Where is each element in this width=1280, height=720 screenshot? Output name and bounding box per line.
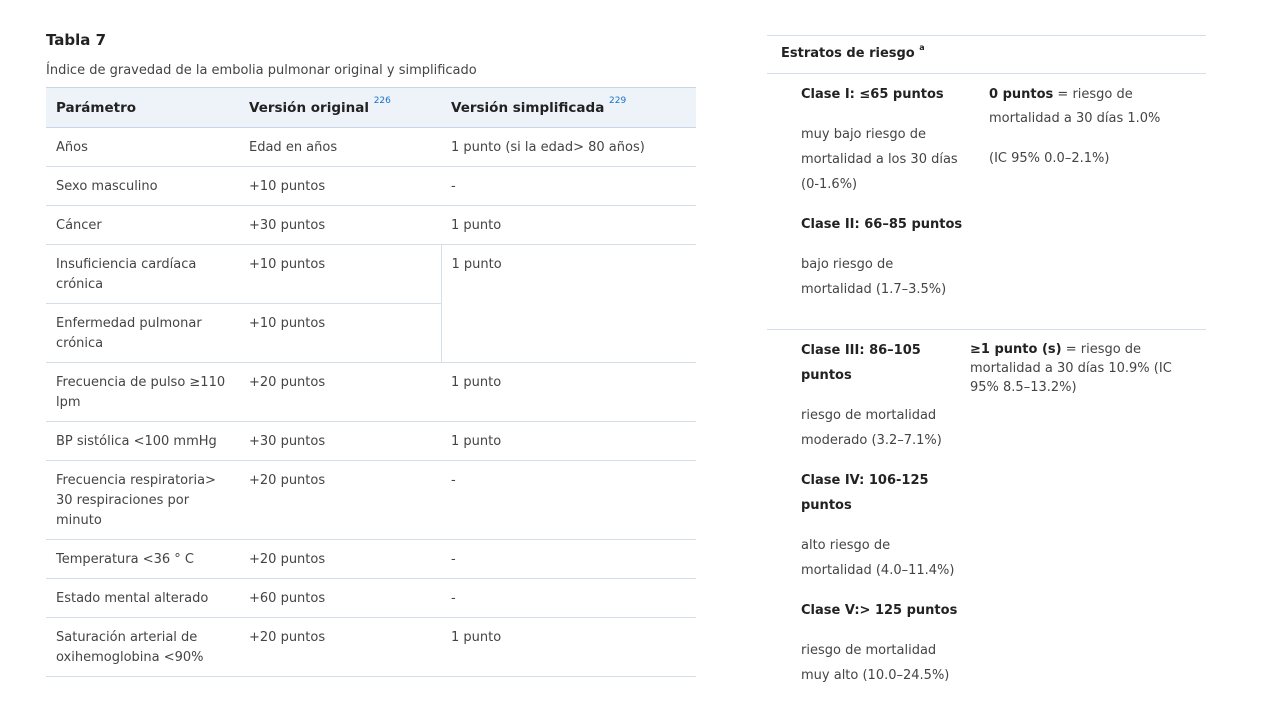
cell-parameter: Frecuencia de pulso ≥110 lpm [46,363,239,422]
cell-parameter: Insuficiencia cardíaca crónica [46,245,239,304]
table-row [46,461,696,540]
cell-simplified: 1 punto (si la edad> 80 años) [441,128,696,167]
cell-parameter: Saturación arterial de oxihemoglobina <90% [46,618,239,677]
pesi-table [46,87,696,677]
reference-link-229[interactable]: 229 [609,95,627,106]
class-3-title: Clase III: 86–105 puntos [801,343,921,383]
pesi-table-section [46,30,696,677]
class-4-desc: alto riesgo de mortalidad (4.0–11.4%) [801,538,955,578]
class-5-title: Clase V:> 125 puntos [801,603,958,618]
high-risk-classes [801,338,961,688]
cell-original: +10 puntos [239,245,441,304]
cell-original: Edad en años [239,128,441,167]
cell-parameter: Frecuencia respiratoria> 30 respiraciones por minuto [46,461,239,540]
table-row [46,579,696,618]
table-row [46,363,696,422]
cell-parameter: BP sistólica <100 mmHg [46,422,239,461]
cell-simplified: 1 punto [441,422,696,461]
table-header-row [46,88,696,128]
class-1-desc: muy bajo riesgo de mortalidad a los 30 días (0-1.6%) [801,127,958,192]
class-4-title: Clase IV: 106-125 puntos [801,473,929,513]
class-3-desc: riesgo de mortalidad moderado (3.2–7.1%) [801,408,942,448]
header-parameter: Parámetro [46,88,239,128]
table-row [46,167,696,206]
cell-parameter: Temperatura <36 ° C [46,540,239,579]
table-row [46,245,696,304]
class-5-desc: riesgo de mortalidad muy alto (10.0–24.5%) [801,643,950,683]
table-row [46,206,696,245]
cell-parameter: Sexo masculino [46,167,239,206]
cell-original: +20 puntos [239,461,441,540]
header-simplified [441,88,696,128]
cell-simplified: 1 punto [441,618,696,677]
low-risk-classes [801,82,966,302]
risk-strata-panel [767,35,1206,690]
risk-heading [767,35,1206,74]
cell-simplified: - [441,579,696,618]
cell-simplified: - [441,540,696,579]
table-row [46,128,696,167]
high-risk-block [767,330,1206,690]
cell-parameter: Enfermedad pulmonar crónica [46,304,239,363]
zero-points-text: = riesgo de mortalidad a 30 días 1.0% [989,87,1161,126]
cell-original: +30 puntos [239,422,441,461]
cell-original: +60 puntos [239,579,441,618]
cell-simplified: - [441,167,696,206]
footnote-marker[interactable]: a [919,43,925,52]
cell-simplified: 1 punto [441,363,696,422]
table-title: Tabla 7 [46,31,107,49]
table-row [46,618,696,677]
header-simplified-label: Versión simplificada [451,99,605,116]
simplified-high-risk [970,340,1200,397]
cell-original: +10 puntos [239,304,441,363]
cell-simplified: 1 punto [441,206,696,245]
reference-link-226[interactable]: 226 [373,95,391,106]
one-point-text: = riesgo de mortalidad a 30 días 10.9% (IC 95% 8.5–13.2%) [970,342,1172,395]
cell-simplified: - [441,461,696,540]
header-original [239,88,441,128]
zero-points-ci: (IC 95% 0.0–2.1%) [989,151,1110,166]
cell-parameter: Cáncer [46,206,239,245]
cell-original: +20 puntos [239,363,441,422]
cell-parameter: Estado mental alterado [46,579,239,618]
table-row [46,540,696,579]
class-2-desc: bajo riesgo de mortalidad (1.7–3.5%) [801,257,947,297]
cell-parameter: Años [46,128,239,167]
low-risk-block [767,74,1206,330]
cell-original: +10 puntos [239,167,441,206]
zero-points-label: 0 puntos [989,87,1054,102]
one-point-label: ≥1 punto (s) [970,342,1062,357]
cell-simplified-merged: 1 punto [441,245,696,363]
simplified-low-risk [989,83,1199,171]
table-row [46,422,696,461]
cell-original: +20 puntos [239,618,441,677]
risk-heading-label: Estratos de riesgo [781,46,915,61]
header-original-label: Versión original [249,99,369,116]
table-caption: Índice de gravedad de la embolia pulmonar original y simplificado [46,63,477,78]
cell-original: +20 puntos [239,540,441,579]
class-2-title: Clase II: 66–85 puntos [801,217,963,232]
class-1-title: Clase I: ≤65 puntos [801,87,944,102]
cell-original: +30 puntos [239,206,441,245]
